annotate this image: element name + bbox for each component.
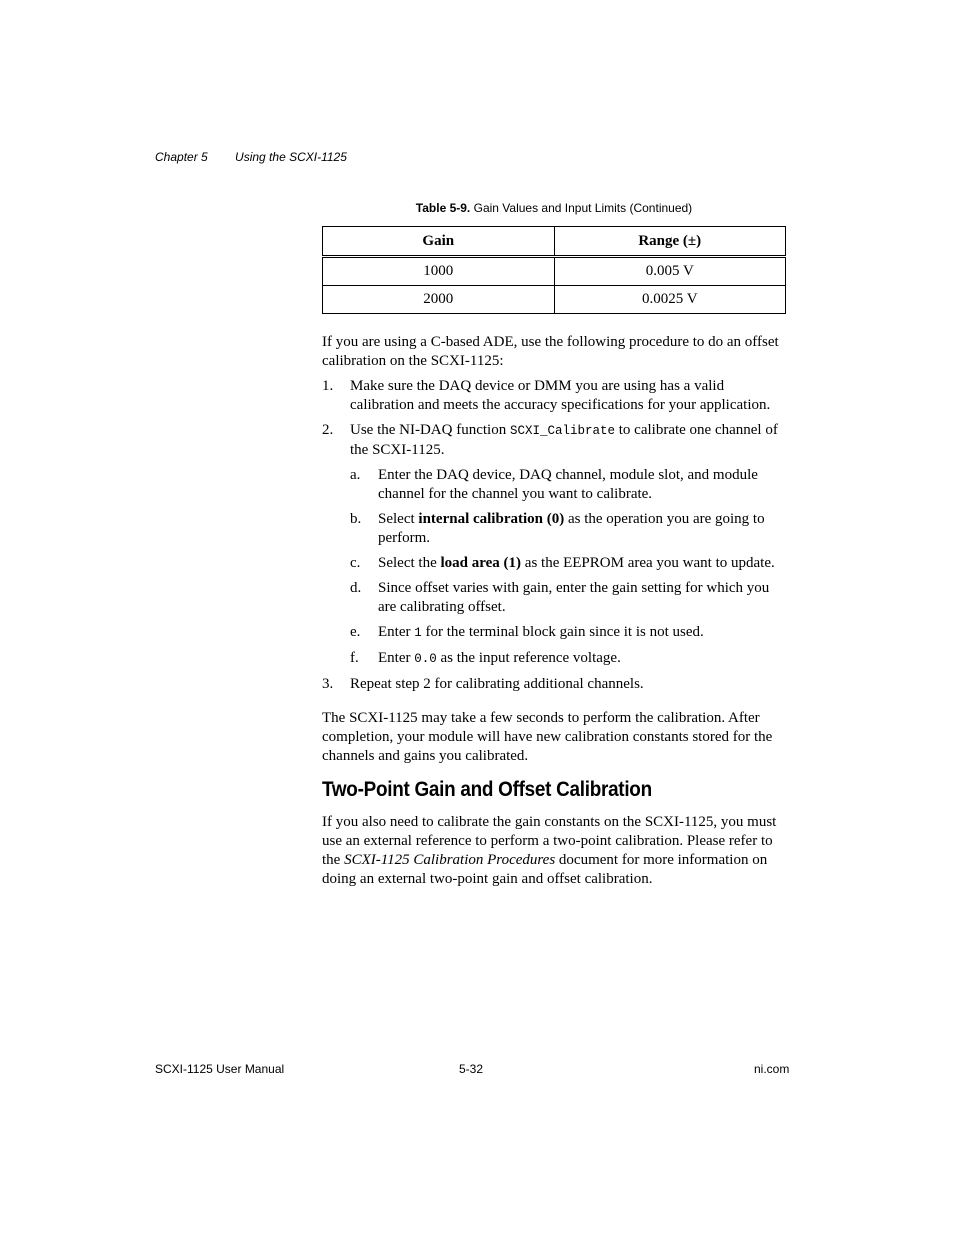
table-caption [322,201,786,215]
running-header [155,150,347,164]
table-caption-text: Gain Values and Input Limits (Continued) [473,201,693,215]
substep-c [350,554,786,573]
paragraph-text: document for more information on doing an external two-point gain and offset calibration. [322,852,768,887]
substep-letter: c. [350,555,361,571]
section-paragraph-text [322,813,786,889]
paragraph-text: If you also need to calibrate the gain constants on the SCXI-1125, you must use an external reference to perform a two-point calibration. Please refer to the [322,814,777,868]
step-text: Repeat step 2 for calibrating additional channels. [350,676,644,692]
substep-text: as the input reference voltage. [436,650,621,666]
gain-table [322,226,786,314]
step-text: to calibrate one channel of the SCXI-1125. [350,422,778,458]
substep-text: Select the [378,555,441,571]
step-number: 1. [322,378,334,394]
step-2 [322,421,786,669]
substep-b [350,510,786,548]
step-text: Make sure the DAQ device or DMM you are using has a valid calibration and meets the accuracy specifications for your application. [350,378,771,413]
step-number: 3. [322,676,334,692]
column-header-range: Range (±) [554,227,786,257]
step-number: 2. [322,422,334,438]
footer-manual-title: SCXI-1125 User Manual [155,1062,285,1076]
document-title: SCXI-1125 Calibration Procedures [344,852,556,868]
function-name: SCXI_Calibrate [509,424,615,438]
footer-page-number: 5-32 [459,1062,484,1076]
code-value: 0.0 [414,652,437,666]
substep-d [350,579,786,617]
substep-e [350,623,786,643]
step-text: Use the NI-DAQ function [350,422,510,438]
column-header-gain: Gain [323,227,555,257]
intro-paragraph: If you are using a C-based ADE, use the following procedure to do an offset calibration on the SCXI-1125: [322,334,779,369]
substep-text: Enter [378,624,415,640]
table-cell: 2000 [323,286,555,314]
substep-text: as the EEPROM area you want to update. [521,555,775,571]
substep-letter: d. [350,580,362,596]
substep-text: Enter the DAQ device, DAQ channel, module slot, and module channel for the channel you want to calibrate. [378,467,758,502]
substep-letter: e. [350,624,361,640]
substep-text: Since offset varies with gain, enter the gain setting for which you are calibrating offset. [378,580,770,615]
substep-letter: a. [350,467,361,483]
section-heading: Two-Point Gain and Offset Calibration [322,778,652,801]
substep-text: Select [378,511,419,527]
table-cell: 0.005 V [554,257,786,286]
substep-a [350,466,786,504]
substep-letter: b. [350,511,362,527]
procedure-steps [322,377,786,694]
table-row [323,286,786,314]
procedure-block [322,333,786,766]
code-value: 1 [414,626,422,640]
table-caption-label: Table 5-9. [415,201,471,215]
footer-website: ni.com [754,1062,790,1076]
substep-text: Enter [378,650,415,666]
substep-f [350,649,786,669]
table-row [323,257,786,286]
substep-text: as the operation you are going to perform. [378,511,765,546]
after-paragraph: The SCXI-1125 may take a few seconds to perform the calibration. After completion, your module will have new calibration constants stored for the channels and gains you calibrated. [322,710,773,764]
step-3 [322,675,786,694]
section-paragraph [322,813,786,889]
step-1 [322,377,786,415]
table-cell: 0.0025 V [554,286,786,314]
substep-letter: f. [350,650,359,666]
chapter-number: Chapter 5 [155,150,208,164]
substeps [350,466,786,669]
table-cell: 1000 [323,257,555,286]
substep-text: for the terminal block gain since it is not used. [421,624,704,640]
substep-bold: internal calibration (0) [418,511,565,527]
chapter-title: Using the SCXI-1125 [235,150,347,164]
substep-bold: load area (1) [440,555,522,571]
table-header-row [323,227,786,257]
